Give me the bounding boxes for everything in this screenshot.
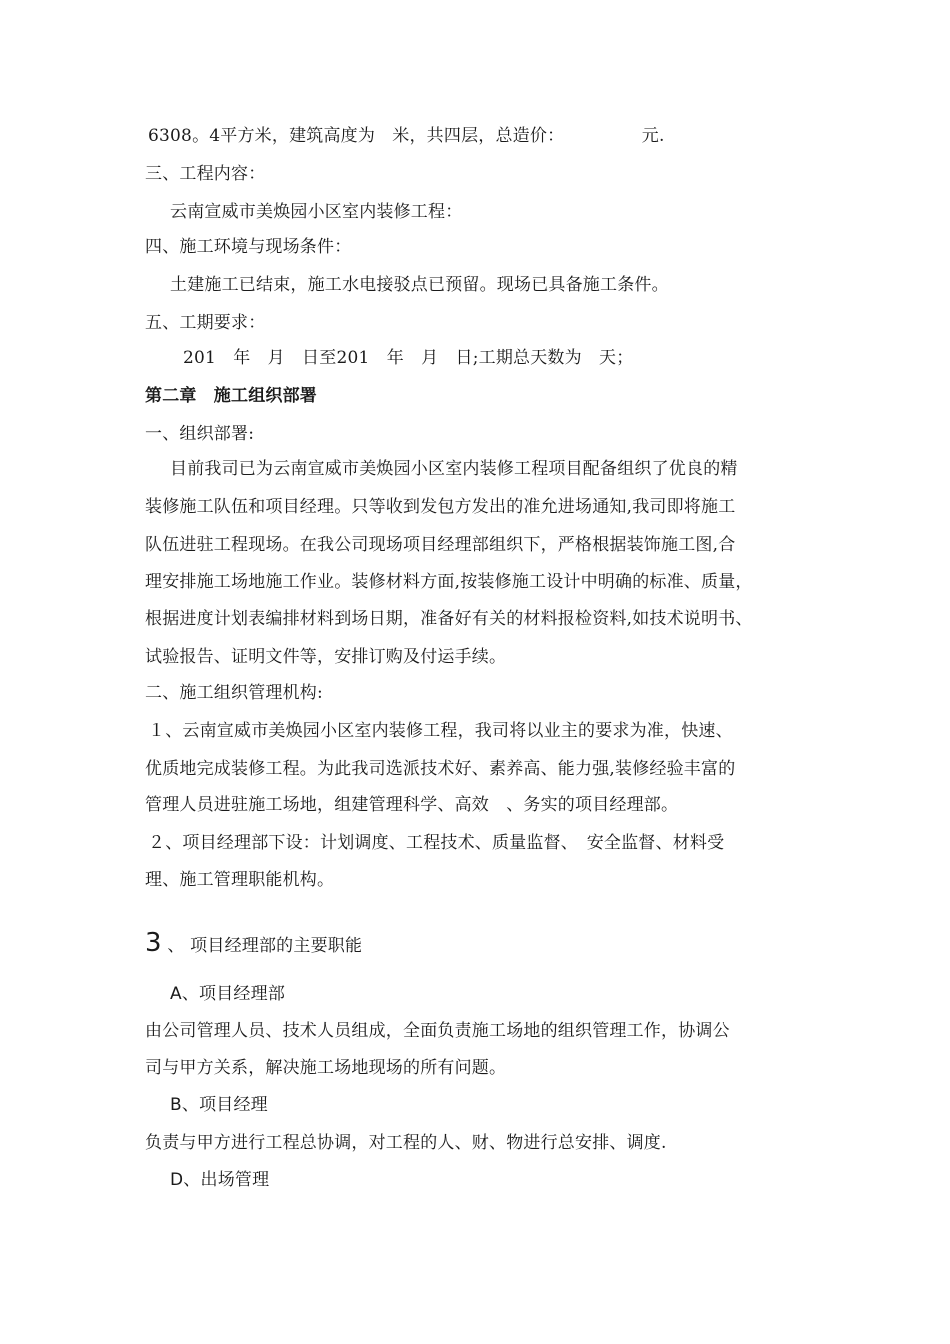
paragraph-line: 试验报告、证明文件等，安排订购及付运手续。 [145, 647, 507, 667]
section-4-heading: 四、施工环境与现场条件： [145, 237, 352, 257]
item-3-number: 3 [145, 928, 162, 958]
subitem-a-text: 由公司管理人员、技术人员组成，全面负责施工场地的组织管理工作，协调公 [145, 1021, 730, 1041]
section-3-heading: 三、工程内容： [145, 164, 266, 184]
paragraph-line: 目前我司已为云南宣威市美焕园小区室内装修工程项目配备组织了优良的精 [170, 459, 738, 479]
subitem-a-heading: A、项目经理部 [170, 984, 286, 1004]
schedule-text: 201 年 月 日至201 年 月 日;工期总天数为 天； [183, 348, 634, 368]
paragraph-line: 理安排施工场地施工作业。装修材料方面,按装修施工设计中明确的标准、质量， [145, 572, 753, 592]
subsection-1-heading: 一、组织部署: [145, 424, 255, 444]
subitem-d-heading: D、出场管理 [170, 1170, 270, 1190]
item-3-heading [145, 928, 825, 961]
item-1-line: 优质地完成装修工程。为此我司选派技术好、素养高、能力强,装修经验丰富的 [145, 759, 736, 779]
paragraph-line: 装修施工队伍和项目经理。只等收到发包方发出的准允进场通知,我司即将施工 [145, 497, 736, 517]
paragraph-line: 队伍进驻工程现场。在我公司现场项目经理部组织下，严格根据装饰施工图,合 [145, 535, 736, 555]
item-2-line: 理、施工管理职能机构。 [145, 870, 335, 890]
item-1-line: １、云南宣威市美焕园小区室内装修工程，我司将以业主的要求为准，快速、 [148, 721, 733, 741]
paragraph-line: 根据进度计划表编排材料到场日期，准备好有关的材料报检资料,如技术说明书、 [145, 609, 753, 629]
chapter-2-heading: 第二章 施工组织部署 [145, 386, 317, 406]
item-2-line: ２、项目经理部下设：计划调度、工程技术、质量监督、 安全监督、材料受 [148, 833, 725, 853]
site-condition-text: 土建施工已结束，施工水电接驳点已预留。现场已具备施工条件。 [170, 275, 669, 295]
project-content-text: 云南宣威市美焕园小区室内装修工程： [170, 202, 463, 222]
item-1-line: 管理人员进驻施工场地，组建管理科学、高效 、务实的项目经理部。 [145, 795, 679, 815]
project-size-line: 6308。4平方米，建筑高度为 米，共四层，总造价： 元. [148, 126, 665, 146]
item-3-title: 、 项目经理部的主要职能 [167, 936, 363, 956]
section-5-heading: 五、工期要求： [145, 313, 266, 333]
subitem-a-text: 司与甲方关系，解决施工场地现场的所有问题。 [145, 1058, 507, 1078]
subsection-2-heading: 二、施工组织管理机构: [145, 683, 323, 703]
subitem-b-text: 负责与甲方进行工程总协调，对工程的人、财、物进行总安排、调度. [145, 1133, 667, 1153]
subitem-b-heading: B、项目经理 [170, 1095, 268, 1115]
